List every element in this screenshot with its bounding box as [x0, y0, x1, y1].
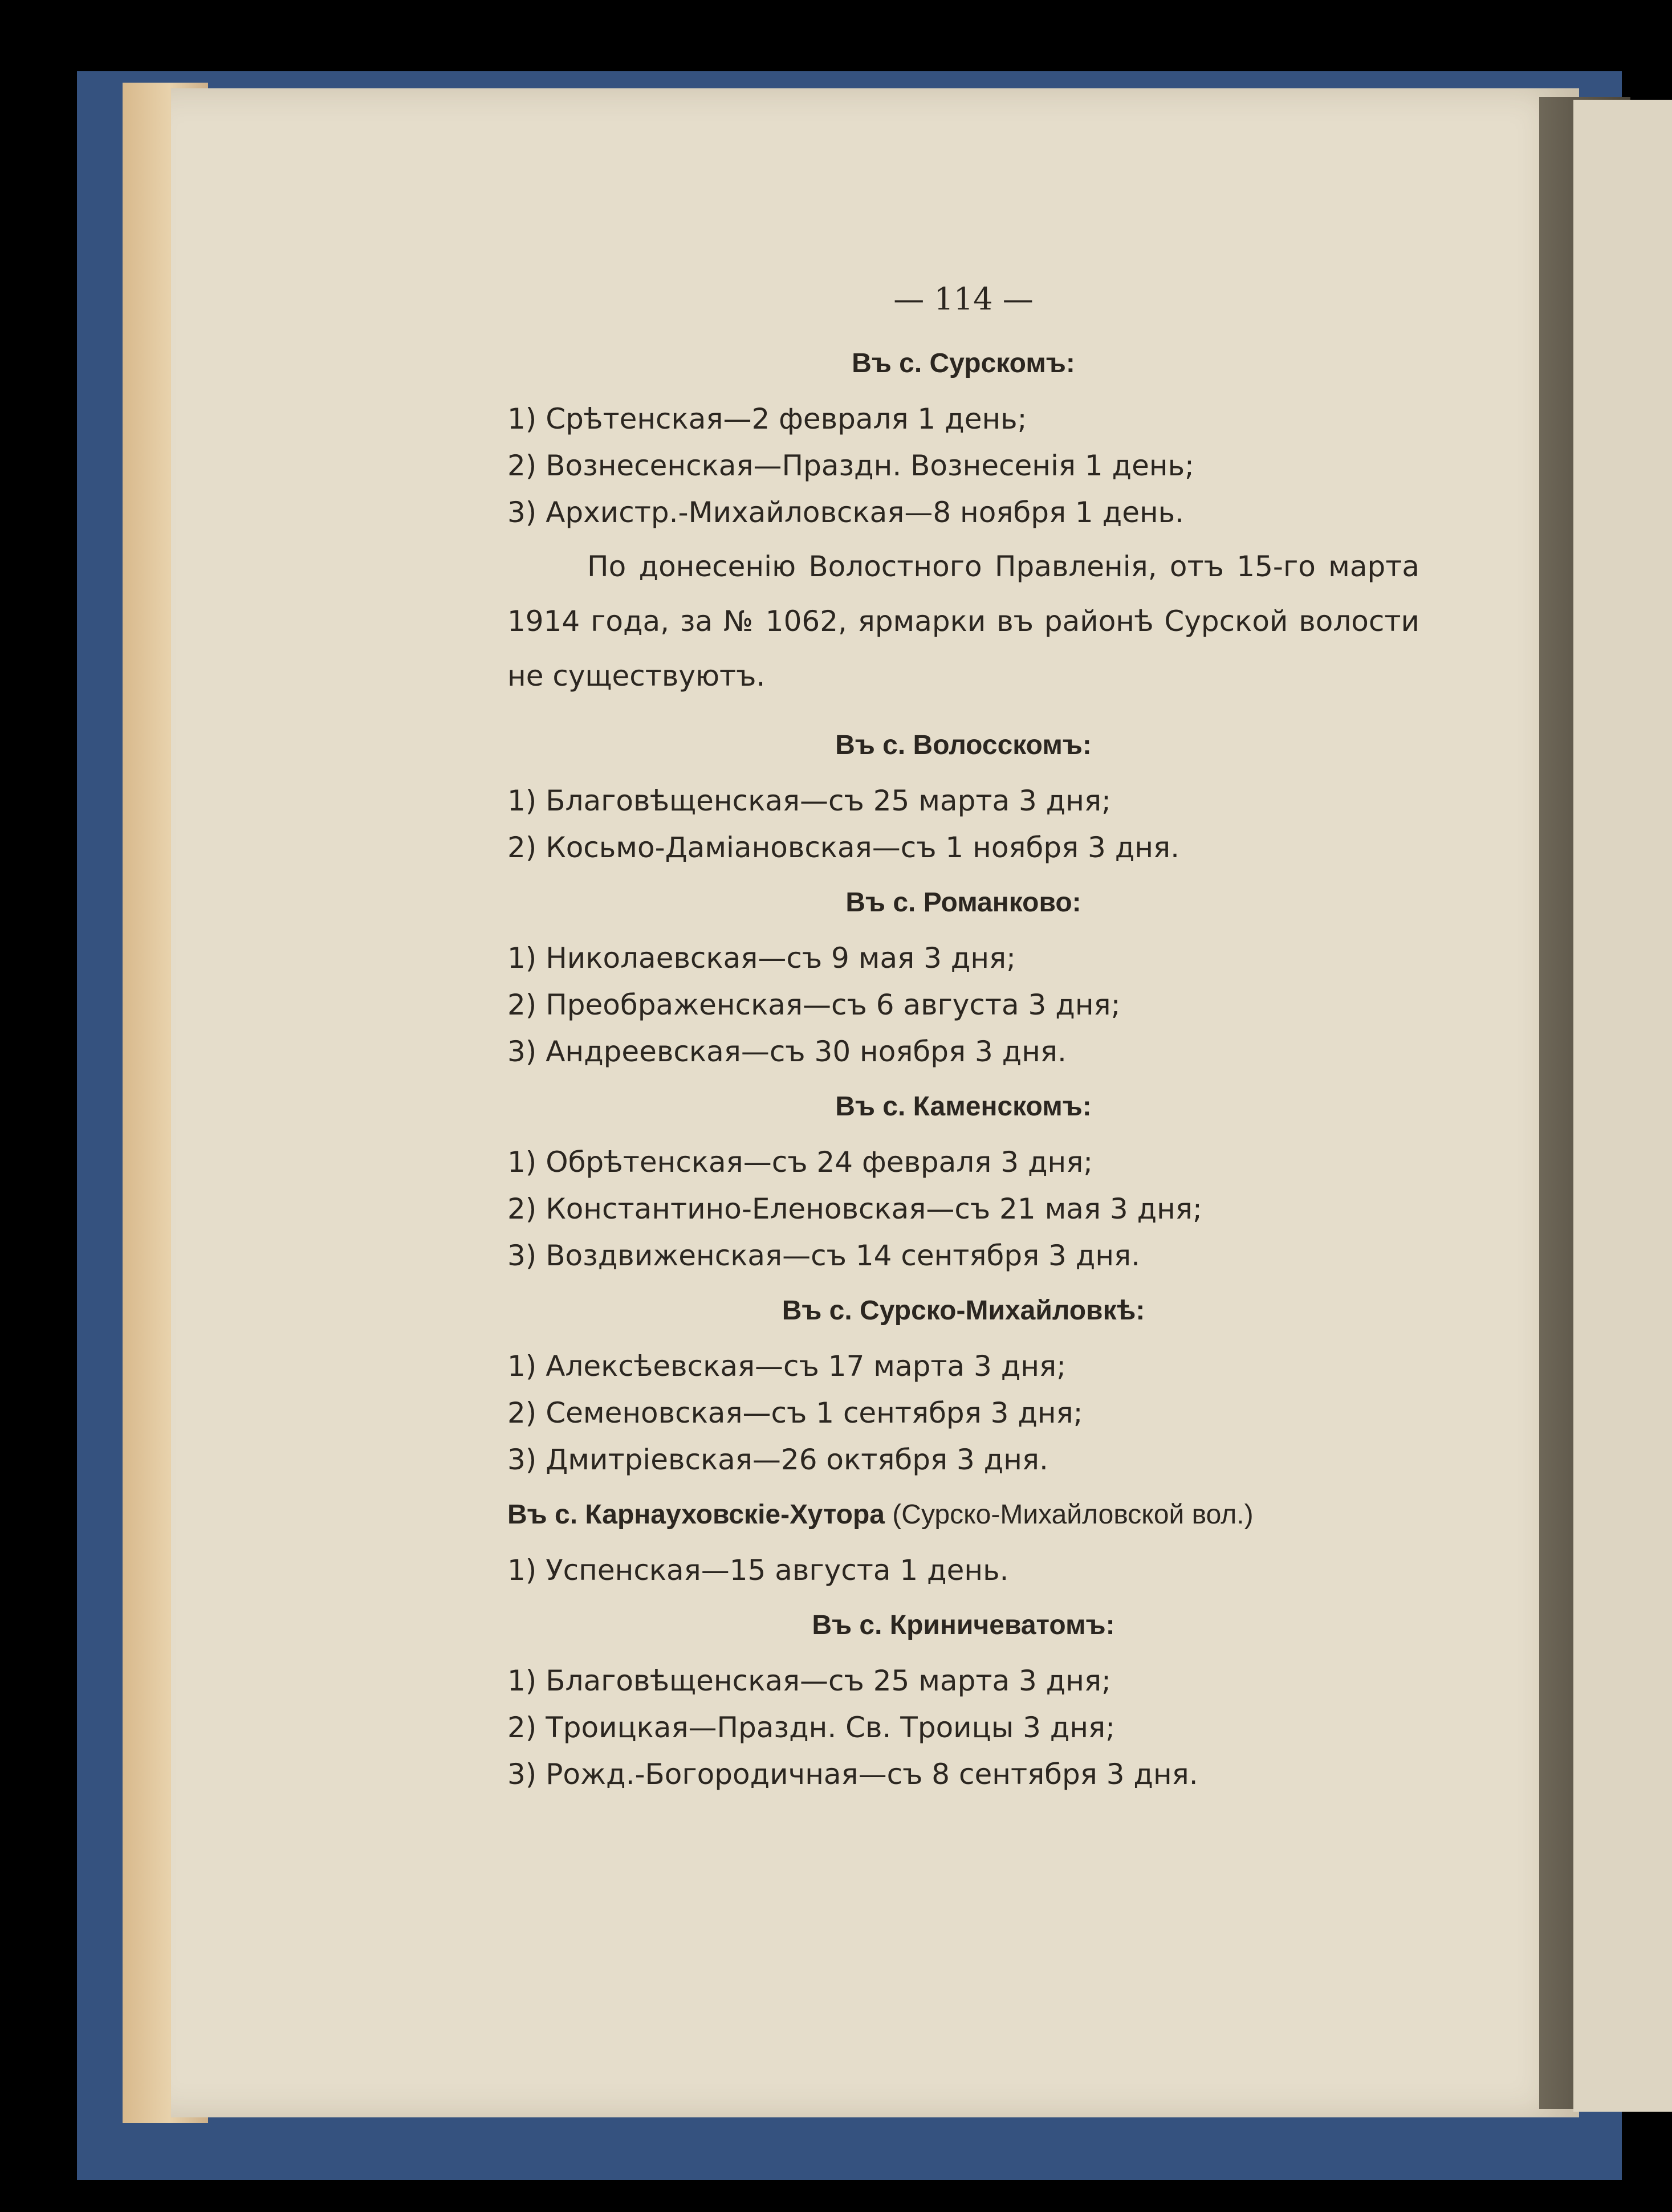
section-romankovo — [507, 871, 1419, 1075]
section-heading — [507, 1483, 1419, 1547]
section-heading: Въ с. Сурско-Михайловкѣ: — [782, 1296, 1145, 1326]
section-heading: Въ с. Романково: — [845, 887, 1081, 918]
list-item: 2) Семеновская—съ 1 сентября 3 дня; — [507, 1396, 1083, 1429]
heading-bold-part: Въ с. Карнауховскіе-Хутора — [507, 1500, 885, 1530]
body-paragraph: По донесенію Волостного Правленія, отъ 15-го марта 1914 года, за № 1062, ярмарки въ районѣ Сурской волости не существуютъ. — [507, 550, 1419, 692]
page-number: — 114 — — [893, 281, 1034, 317]
list-item: 1) Николаевская—съ 9 мая 3 дня; — [507, 942, 1016, 975]
list-item: 3) Рожд.-Богородичная—съ 8 сентября 3 дня. — [507, 1758, 1198, 1791]
list-item: 2) Троицкая—Праздн. Св. Троицы 3 дня; — [507, 1711, 1115, 1744]
section-sursko-mikhaylovke — [507, 1279, 1419, 1483]
page-text — [507, 268, 1419, 1798]
list-item: 1) Обрѣтенская—съ 24 февраля 3 дня; — [507, 1146, 1093, 1179]
list-item: 2) Косьмо-Даміановская—съ 1 ноября 3 дня. — [507, 831, 1179, 864]
list-item: 1) Срѣтенская—2 февраля 1 день; — [507, 402, 1027, 435]
list-item: 3) Архистр.-Михайловская—8 ноября 1 день. — [507, 496, 1185, 529]
section-heading: Въ с. Сурскомъ: — [852, 348, 1075, 378]
list-item: 1) Благовѣщенская—съ 25 марта 3 дня; — [507, 1664, 1111, 1697]
section-krinichevatom — [507, 1594, 1419, 1798]
list-item: 2) Константино-Еленовская—съ 21 мая 3 дня; — [507, 1192, 1202, 1225]
list-item: 3) Дмитріевская—26 октября 3 дня. — [507, 1443, 1048, 1476]
section-surskom — [507, 332, 1419, 536]
list-item: 3) Воздвиженская—съ 14 сентября 3 дня. — [507, 1239, 1140, 1272]
list-item: 1) Успенская—15 августа 1 день. — [507, 1554, 1009, 1587]
section-heading: Въ с. Криничеватомъ: — [812, 1610, 1115, 1640]
list-item: 1) Благовѣщенская—съ 25 марта 3 дня; — [507, 784, 1111, 817]
section-heading: Въ с. Каменскомъ: — [835, 1091, 1092, 1122]
section-volosskom — [507, 714, 1419, 871]
list-item: 1) Алексѣевская—съ 17 марта 3 дня; — [507, 1350, 1066, 1383]
list-item: 2) Преображенская—съ 6 августа 3 дня; — [507, 988, 1121, 1021]
heading-normal-part: (Сурско-Михайловской вол.) — [884, 1500, 1254, 1530]
list-item: 2) Вознесенская—Праздн. Вознесенія 1 день; — [507, 449, 1194, 482]
list-item: 3) Андреевская—съ 30 ноября 3 дня. — [507, 1035, 1067, 1068]
section-kamenskom — [507, 1075, 1419, 1279]
section-karnaukhovskie — [507, 1483, 1419, 1594]
facing-page — [1573, 100, 1672, 2112]
section-heading: Въ с. Волосскомъ: — [835, 730, 1092, 760]
